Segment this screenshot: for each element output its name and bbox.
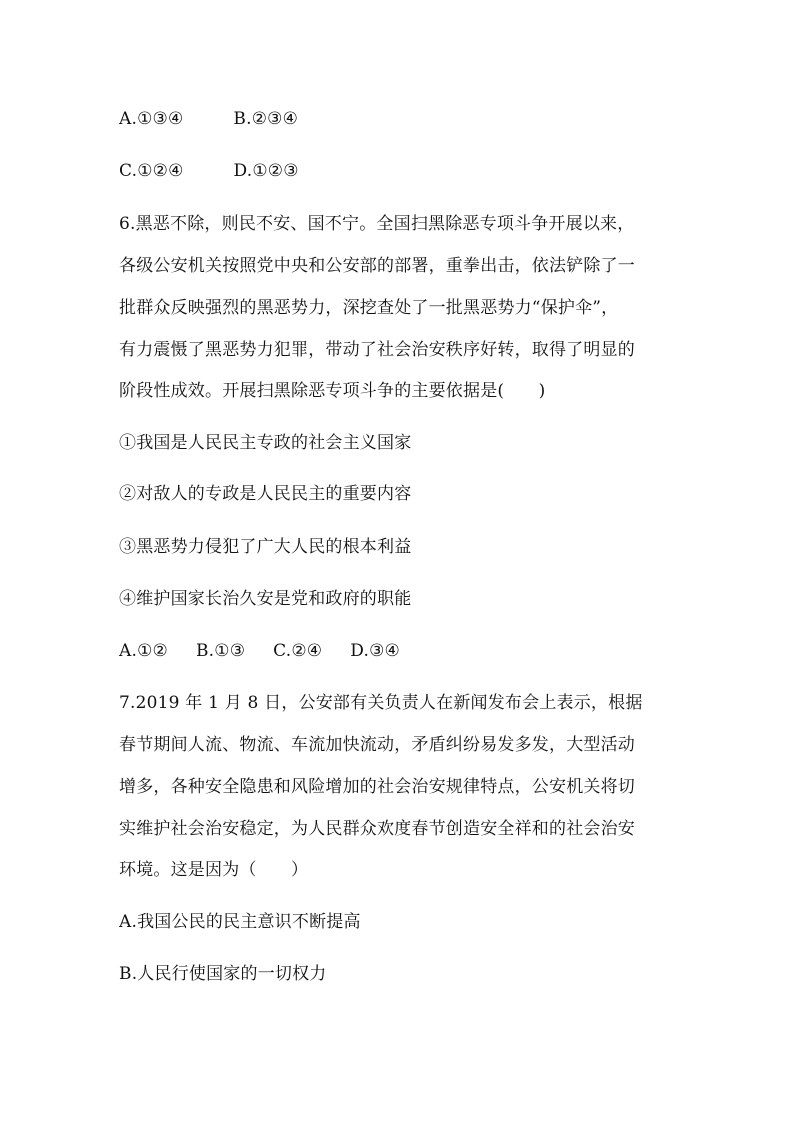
q6-option-c[interactable]: C.②④ [273,641,323,661]
q6-stem-line-4: 有力震慑了黑恶势力犯罪，带动了社会治安秩序好转，取得了明显的 [119,340,635,360]
q5-option-d[interactable]: D.①②③ [233,161,299,181]
q7-option-a[interactable]: A.我国公民的民主意识不断提高 [119,912,361,932]
q7-stem-line-5: 环境。这是因为（ ） [119,860,309,880]
q7-stem-line-4: 实维护社会治安稳定，为人民群众欢度春节创造安全祥和的社会治安 [119,819,635,839]
q6-statement-1: ①我国是人民民主专政的社会主义国家 [119,433,412,453]
q6-stem-line-3: 批群众反映强烈的黑恶势力，深挖查处了一批黑恶势力“保护伞”， [119,298,619,318]
q5-options-row-1 [119,108,298,130]
q7-stem-line-1: 7.2019 年 1 月 8 日，公安部有关负责人在新闻发布会上表示，根据 [119,693,643,713]
q5-option-c[interactable]: C.①②④ [119,161,184,181]
q5-options-row-2 [119,160,299,182]
q6-statement-2: ②对敌人的专政是人民民主的重要内容 [119,484,412,504]
q6-options-row [119,640,400,662]
q6-stem-line-5: 阶段性成效。开展扫黑除恶专项斗争的主要依据是( ) [119,381,546,401]
q5-option-a[interactable]: A.①③④ [119,109,184,129]
q5-option-b[interactable]: B.②③④ [233,109,299,129]
q6-option-a[interactable]: A.①② [119,641,168,661]
q6-statement-3: ③黑恶势力侵犯了广大人民的根本利益 [119,537,412,557]
q6-option-b[interactable]: B.①③ [195,641,246,661]
q6-stem-line-2: 各级公安机关按照党中央和公安部的部署，重拳出击，依法铲除了一 [119,256,635,276]
q6-statement-4: ④维护国家长治久安是党和政府的职能 [119,589,412,609]
q6-stem-line-1: 6.黑恶不除，则民不安、国不宁。全国扫黑除恶专项斗争开展以来， [119,214,635,234]
q7-option-b[interactable]: B.人民行使国家的一切权力 [119,964,327,984]
q6-option-d[interactable]: D.③④ [350,641,400,661]
q7-stem-line-2: 春节期间人流、物流、车流加快流动，矛盾纠纷易发多发，大型活动 [119,735,635,755]
q7-stem-line-3: 增多，各种安全隐患和风险增加的社会治安规律特点，公安机关将切 [119,777,635,797]
